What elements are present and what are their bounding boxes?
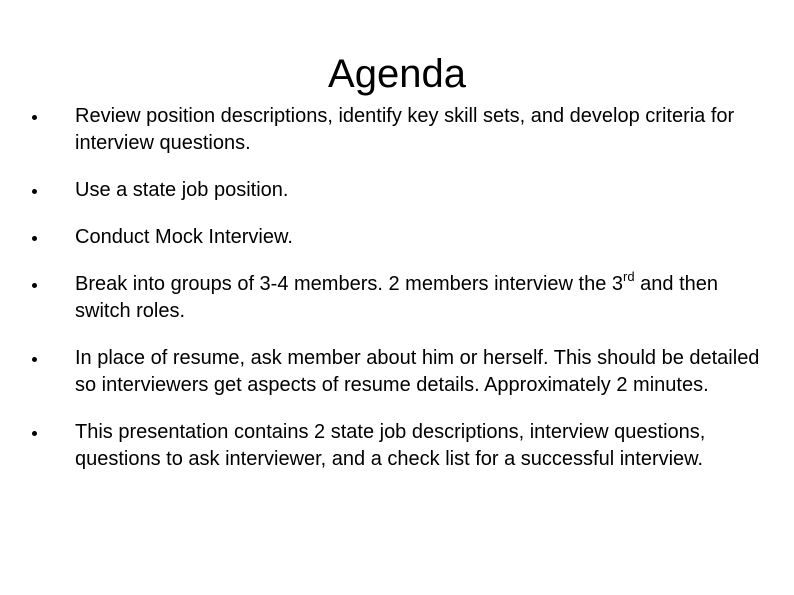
bullet-dot-icon xyxy=(32,283,37,288)
bullet-text-before: Break into groups of 3-4 members. 2 members interview the 3 xyxy=(75,273,624,295)
bullet-dot-icon xyxy=(32,357,37,362)
bullet-text: This presentation contains 2 state job descriptions, interview questions, questions to ask interviewer, and a check list for a successful interview. xyxy=(75,421,706,470)
bullet-list xyxy=(32,103,772,493)
bullet-dot-icon xyxy=(32,431,37,436)
bullet-text-after: and then switch roles. xyxy=(75,273,719,322)
bullet-item xyxy=(32,345,772,399)
bullet-item xyxy=(32,103,772,157)
bullet-text: Conduct Mock Interview. xyxy=(75,226,293,248)
ordinal-suffix: rd xyxy=(623,269,635,284)
bullet-dot-icon xyxy=(32,189,37,194)
slide-title: Agenda xyxy=(328,52,466,96)
bullet-text xyxy=(75,269,719,322)
bullet-dot-icon xyxy=(32,115,37,120)
bullet-item xyxy=(32,224,772,251)
bullet-item xyxy=(32,177,772,204)
bullet-text: Review position descriptions, identify key skill sets, and develop criteria for interview questions. xyxy=(75,105,735,154)
bullet-item xyxy=(32,419,772,473)
bullet-text: Use a state job position. xyxy=(75,179,289,201)
bullet-text: In place of resume, ask member about him or herself. This should be detailed so interviewers get aspects of resume details. Approximately 2 minutes. xyxy=(75,347,760,396)
bullet-item xyxy=(32,271,772,325)
bullet-dot-icon xyxy=(32,236,37,241)
